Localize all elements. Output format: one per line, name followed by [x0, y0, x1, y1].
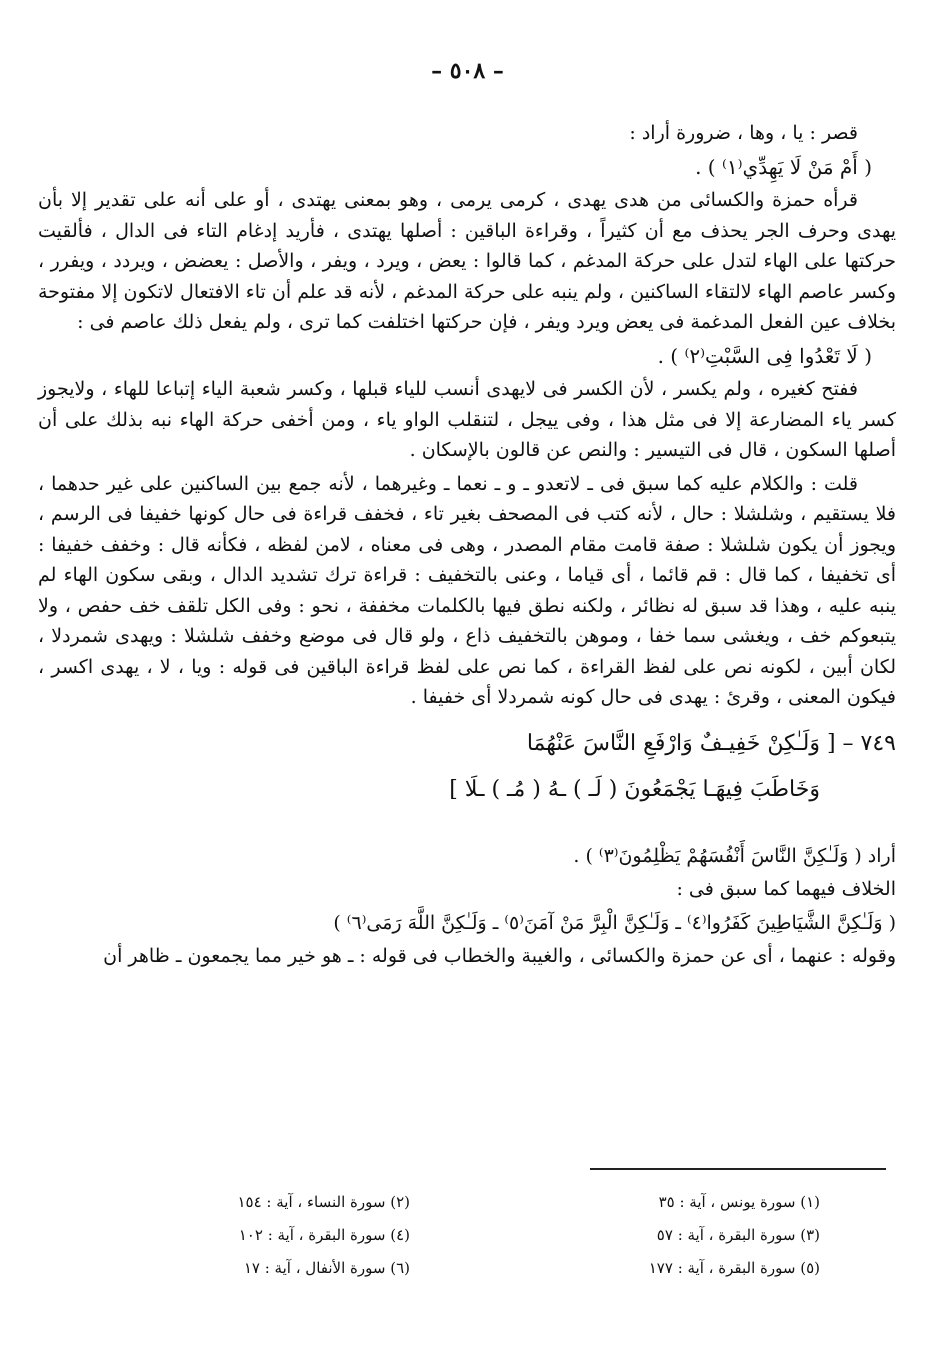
footnote-divider — [590, 1168, 886, 1170]
footnote-2: (٢) سورة النساء ، آية : ١٥٤ — [237, 1193, 410, 1211]
footnote-1: (١) سورة يونس ، آية : ٣٥ — [658, 1193, 820, 1211]
footnote-6: (٦) سورة الأنفال ، آية : ١٧ — [243, 1259, 410, 1277]
main-text — [38, 118, 896, 975]
poem-line-1: ٧٤٩ – [ وَلَـٰكِنْ خَفِيـفٌ وَارْفَعِ النَّاسَ عَنْهُمَا — [526, 730, 896, 756]
quran-quote-3: ( وَلَـٰكِنَّ الشَّيَاطِينَ كَفَرُوا⁽٤⁾ ـ وَلَـٰكِنَّ الْبِرَّ مَنْ آمَنَ⁽٥⁾ ـ وَلَـٰكِنَّ اللَّهَ رَمَى⁽٦⁾ ) — [333, 911, 896, 934]
footnotes — [40, 1186, 840, 1285]
paragraph-5: أراد ( وَلَـٰكِنَّ النَّاسَ أَنْفُسَهُمْ يَظْلِمُونَ⁽٣⁾ ) . — [573, 844, 896, 867]
footnote-3: (٣) سورة البقرة ، آية : ٥٧ — [656, 1226, 820, 1244]
footnote-4: (٤) سورة البقرة ، آية : ١٠٢ — [238, 1226, 410, 1244]
paragraph-7: وقوله : عنهما ، أى عن حمزة والكسائى ، والغيبة والخطاب فى قوله : ـ هو خير مما يجمعون ـ ظاهر أن — [103, 945, 896, 967]
paragraph-6: الخلاف فيهما كما سبق فى : — [676, 878, 896, 900]
poem-line-2: وَخَاطَبَ فِيهَـا يَجْمَعُونَ ( لَـ ) ـهُ ( مُـ ) ـلَا ] — [449, 776, 820, 802]
paragraph-4: قلت : والكلام عليه كما سبق فى ـ لاتعدو ـ و ـ نعما ـ وغيرهما ، لأنه جمع بين الساكنين على غير حدهما ، فلا يستقيم ، وشلشلا : حال ، لأنه كتب فى المصحف بغير تاء ، فخفف قراءة فى حال كونها خفيفا فى الرسم ، ويجوز أن يكون شلشلا : صفة قامت مقام المصدر ، وهى فى معناه ، لامن لفظه ، فكأنه قال : وخفف خفيفا : أى تخفيفا ، كما قال : قم قائما ، أى قياما ، وعنى بالتخفيف : قراءة ترك تشديد الدال ، وبقى سكون الهاء لم ينبه عليه ، وهذا قد سبق له نظائر ، ولكنه نطق فيها بالكلمات مخففة ، نحو : وفى الكل تلقف خف حفص ، ولا يتبعوكم خف ، ويغشى سما خفا ، وموهن بالتخفيف ذاع ، ولو قال فى موضع وخفف شلشلا : ويهدى شمردلا ، لكان أبين ، لكونه نص على لفظ القراءة ، كما نص على لفظ قراءة الباقين فى قوله : ويا ، لا ، يهدى اكسر ، فيكون المعنى ، وقرئ : يهدى فى حال كونه شمردلا أى خفيفا . — [38, 472, 896, 708]
poem-verse — [38, 719, 896, 837]
paragraph-3: ففتح كغيره ، ولم يكسر ، لأن الكسر فى لايهدى أنسب للياء قبلها ، وكسر شعبة الياء إتباعا للهاء ، ولايجوز كسر ياء المضارعة إلا فى مثل هذا ، وفى ييجل ، لتنقلب الواو ياء ، ومن أخفى حركة الهاء نبه بذلك على أن أصلها السكون ، قال فى التيسير : والنص عن قالون بالإسكان . — [38, 378, 896, 461]
footnote-5: (٥) سورة البقرة ، آية : ١٧٧ — [648, 1259, 820, 1277]
paragraph-2: قرأه حمزة والكسائى من هدى يهدى ، كرمى يرمى ، وهو بمعنى يهتدى ، أو على أنه على تقدير إلا بأن يهدى وحرف الجر يحذف مع أن كثيراً ، وقراءة الباقين : أصلها يهتدى ، فأريد إدغام التاء فى الدال ، فألقيت حركتها على الهاء لتدل على حركة المدغم ، كما قالوا : يعض ، ويرد ، ويفر ، والأصل : يعضض ، ويردد ، ويفرر ، وكسر عاصم الهاء لالتقاء الساكنين ، ولم ينبه على حركة المدغم ، لأنه قد علم أن تاء الافتعال لاتكون إلا مفتوحة بخلاف عين الفعل المدغمة فى يعض ويرد ويفر ، فإن حركتها اختلفت كما ترى ، ولم يفعل ذلك عاصم فى : — [38, 189, 896, 333]
page-number: – ٥٠٨ – — [431, 58, 504, 84]
quran-quote-2: ( لَا تَعْدُوا فِى السَّبْتِ⁽٢⁾ ) . — [657, 343, 872, 368]
quran-quote-1: ( أَمْ مَنْ لَا يَهِدِّي⁽١⁾ ) . — [695, 154, 872, 179]
paragraph-1: قصر : يا ، وها ، ضرورة أراد : — [629, 122, 858, 144]
